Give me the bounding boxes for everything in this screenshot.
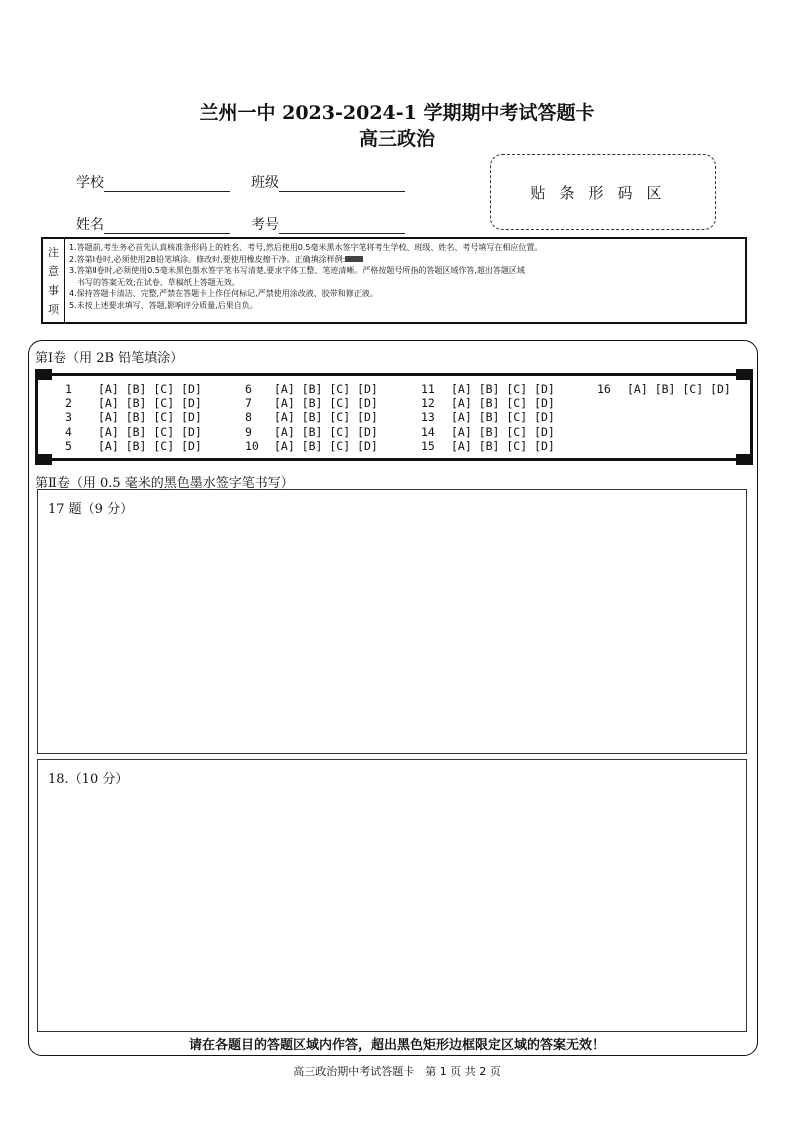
- page-footer: 高三政治期中考试答题卡 第 1 页 共 2 页: [293, 1065, 501, 1078]
- answer-options[interactable]: [A] [B] [C] [D]: [451, 396, 555, 410]
- answer-options[interactable]: [A] [B] [C] [D]: [451, 410, 555, 424]
- notice-heading-char: 注: [48, 245, 59, 259]
- answer-options[interactable]: [A] [B] [C] [D]: [98, 439, 202, 453]
- exam-no-line: [279, 219, 405, 234]
- question-number: 8: [245, 410, 252, 424]
- answer-options[interactable]: [A] [B] [C] [D]: [451, 425, 555, 439]
- question-number: 11: [421, 382, 435, 396]
- q17-label: 17 题（9 分）: [48, 502, 134, 517]
- answer-options[interactable]: [A] [B] [C] [D]: [98, 382, 202, 396]
- answer-options[interactable]: [A] [B] [C] [D]: [274, 410, 378, 424]
- answer-options[interactable]: [A] [B] [C] [D]: [627, 382, 731, 396]
- question-number: 7: [245, 396, 252, 410]
- name-field[interactable]: [76, 214, 230, 234]
- school-line: [104, 177, 230, 192]
- class-field[interactable]: [251, 172, 405, 192]
- notice-box: [41, 237, 747, 324]
- top-border: [35, 373, 753, 376]
- notice-heading-char: 事: [48, 284, 59, 298]
- question-number: 1: [65, 382, 72, 396]
- right-border: [750, 369, 753, 465]
- question-number: 3: [65, 410, 72, 424]
- question-number: 2: [65, 396, 72, 410]
- barcode-area: 贴条形码区: [490, 154, 716, 230]
- fill-sample-icon: [345, 256, 363, 262]
- question-number: 6: [245, 382, 252, 396]
- question-number: 4: [65, 425, 72, 439]
- question-number: 16: [597, 382, 611, 396]
- notice-item: 3.答第Ⅱ卷时,必须使用0.5毫米黑色墨水签字笔书写清楚,要求字体工整、笔迹清晰。严格按题号所指的答题区域作答,超出答题区域: [69, 266, 525, 276]
- q18-answer-box[interactable]: [37, 759, 747, 1032]
- answer-options[interactable]: [A] [B] [C] [D]: [98, 425, 202, 439]
- section1-title: 第Ⅰ卷（用 2B 铅笔填涂）: [35, 351, 184, 366]
- class-line: [279, 177, 405, 192]
- answer-options[interactable]: [A] [B] [C] [D]: [274, 439, 378, 453]
- notice-item: 书写的答案无效;在试卷、草稿纸上答题无效。: [77, 277, 240, 287]
- question-number: 5: [65, 439, 72, 453]
- answer-options[interactable]: [A] [B] [C] [D]: [274, 396, 378, 410]
- left-border: [35, 369, 38, 465]
- notice-item: 2.答第Ⅰ卷时,必须使用2B铅笔填涂。修改时,要使用橡皮擦干净。正确填涂样例:: [69, 254, 346, 264]
- page-title: 兰州一中 2023-2024-1 学期期中考试答题卡: [199, 102, 595, 124]
- question-row[interactable]: [65, 382, 72, 396]
- notice-item-with-sample: [69, 254, 741, 266]
- question-number: 14: [421, 425, 435, 439]
- answer-options[interactable]: [A] [B] [C] [D]: [98, 410, 202, 424]
- school-field[interactable]: [76, 172, 230, 192]
- question-number: 12: [421, 396, 435, 410]
- answer-options[interactable]: [A] [B] [C] [D]: [274, 382, 378, 396]
- notice-heading: [43, 239, 65, 322]
- bottom-border: [35, 458, 753, 461]
- q17-answer-box[interactable]: [37, 489, 747, 754]
- answer-options[interactable]: [A] [B] [C] [D]: [451, 439, 555, 453]
- notice-heading-char: 项: [48, 303, 59, 317]
- question-number: 10: [245, 439, 259, 453]
- answer-options[interactable]: [A] [B] [C] [D]: [274, 425, 378, 439]
- page-subtitle: 高三政治: [358, 128, 435, 150]
- section2-title: 第Ⅱ卷（用 0.5 毫米的黑色墨水签字笔书写）: [35, 476, 294, 491]
- question-number: 9: [245, 425, 252, 439]
- notice-heading-char: 意: [48, 264, 59, 278]
- answer-options[interactable]: [A] [B] [C] [D]: [98, 396, 202, 410]
- name-label: 姓名: [76, 217, 104, 233]
- boundary-warning: 请在各题目的答题区域内作答，超出黑色矩形边框限定区域的答案无效！: [188, 1038, 605, 1053]
- exam-no-field[interactable]: [251, 214, 405, 234]
- answer-options[interactable]: [A] [B] [C] [D]: [451, 382, 555, 396]
- notice-item: 5.未按上述要求填写、答题,影响评分质量,后果自负。: [69, 300, 258, 310]
- notice-body: [69, 242, 741, 312]
- notice-item: 1.答题前,考生务必首先认真核准条形码上的姓名、考号,然后使用0.5毫米黑水签字笔将考生学校、班级、姓名、考号填写在相应位置。: [69, 243, 543, 252]
- exam-no-label: 考号: [251, 217, 279, 233]
- class-label: 班级: [251, 175, 279, 191]
- notice-item: 4.保持答题卡清洁、完整,严禁在答题卡上作任何标记,严禁使用涂改液、胶带和修正液。: [69, 289, 378, 299]
- question-number: 15: [421, 439, 435, 453]
- school-label: 学校: [76, 175, 104, 191]
- q18-label: 18.（10 分）: [48, 772, 129, 787]
- name-line: [104, 219, 230, 234]
- question-number: 13: [421, 410, 435, 424]
- multiple-choice-area: [35, 369, 753, 465]
